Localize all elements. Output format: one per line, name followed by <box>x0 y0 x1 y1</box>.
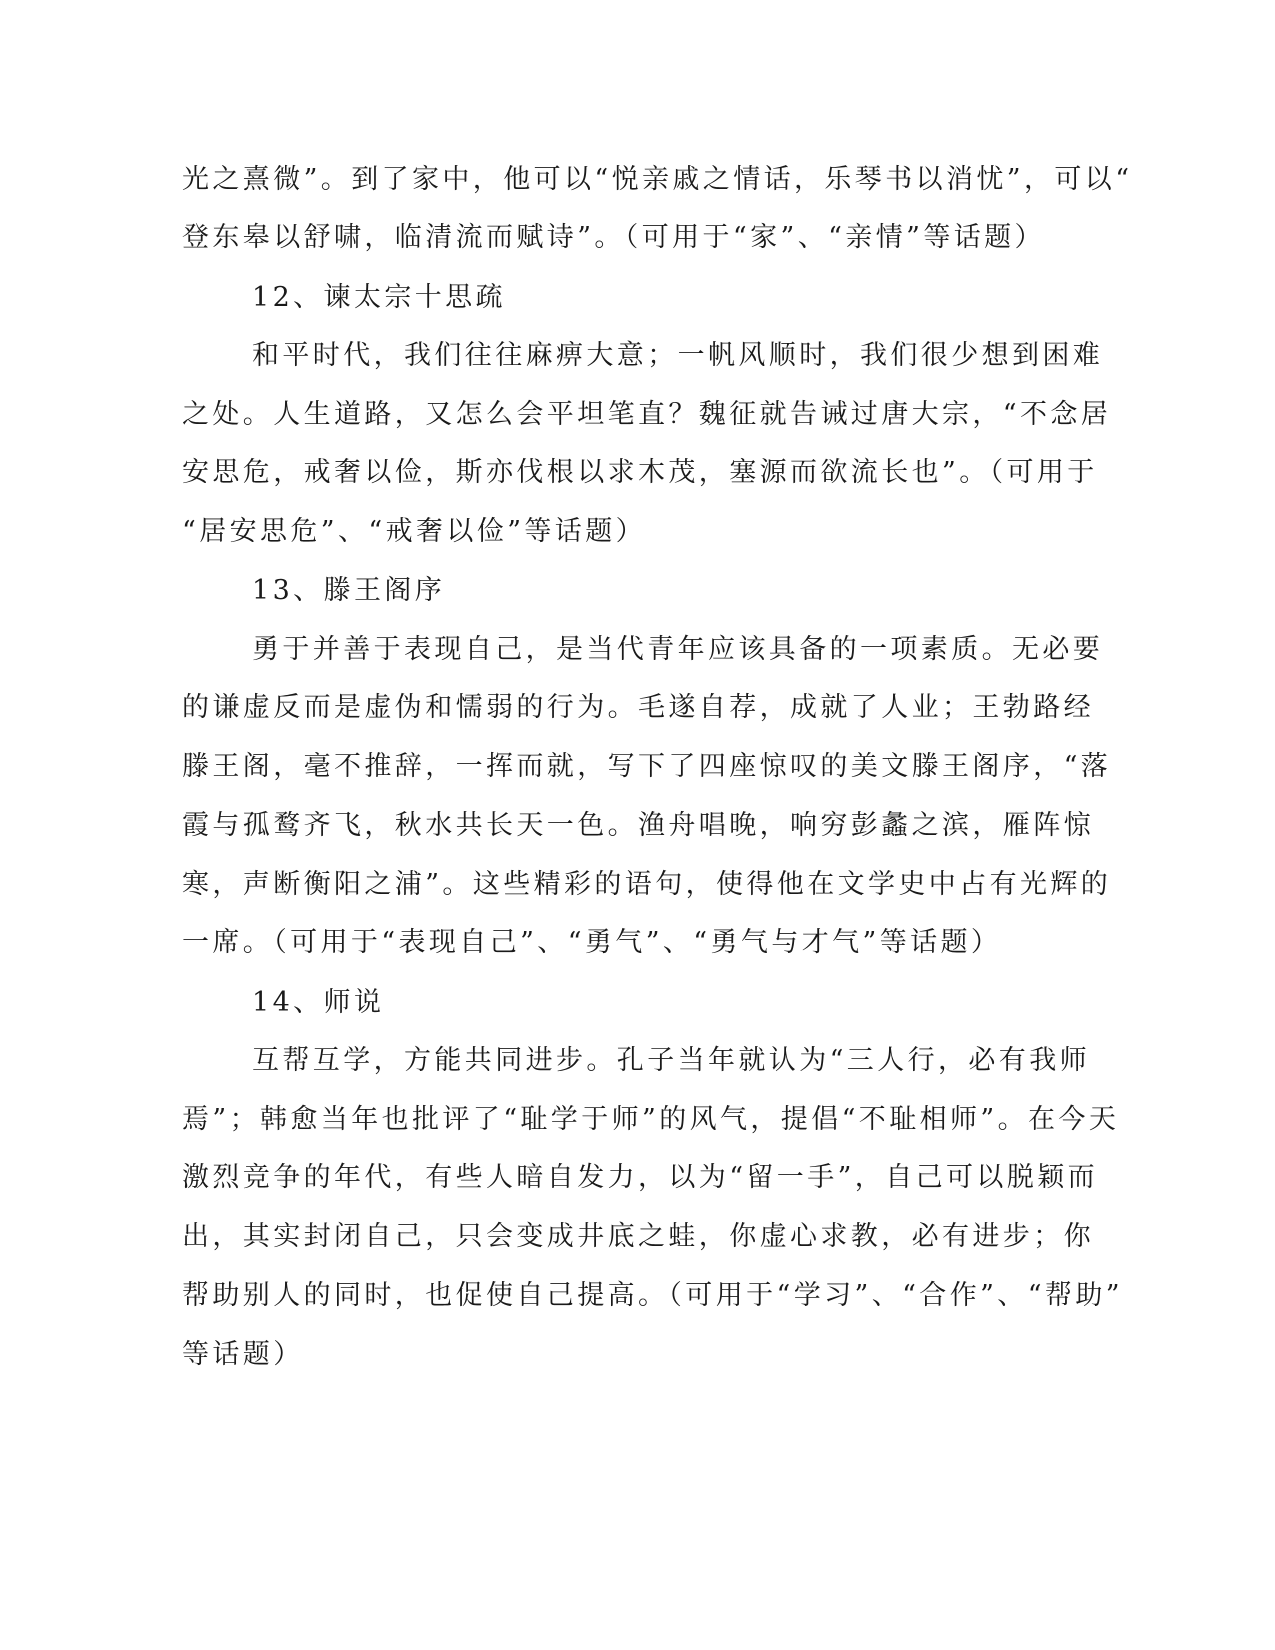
paragraph-line: 登东皋以舒啸，临清流而赋诗”。（可用于“家”、“亲情”等话题） <box>182 222 1045 253</box>
paragraph-line: 滕王阁，毫不推辞，一挥而就，写下了四座惊叹的美文滕王阁序，“落 <box>182 751 1112 782</box>
paragraph-line: 霞与孤鹜齐飞，秋水共长天一色。渔舟唱晚，响穷彭蠡之滨，雁阵惊 <box>182 810 1094 841</box>
section-heading: 12、谏太宗十思疏 <box>252 282 506 313</box>
paragraph-line: 激烈竞争的年代，有些人暗自发力，以为“留一手”，自己可以脱颖而 <box>182 1162 1099 1193</box>
paragraph-line: 帮助别人的同时，也促使自己提高。（可用于“学习”、“合作”、“帮助” <box>182 1280 1123 1311</box>
paragraph-line: 勇于并善于表现自己，是当代青年应该具备的一项素质。无必要 <box>252 634 1104 665</box>
paragraph-line: 之处。人生道路，又怎么会平坦笔直？魏征就告诫过唐大宗，“不念居 <box>182 399 1112 430</box>
section-heading: 14、师说 <box>252 987 385 1018</box>
paragraph-line: 焉”；韩愈当年也批评了“耻学于师”的风气，提倡“不耻相师”。在今天 <box>182 1104 1120 1135</box>
paragraph-line: 安思危，戒奢以俭，斯亦伐根以求木茂，塞源而欲流长也”。（可用于 <box>182 457 1098 488</box>
paragraph-line: 等话题） <box>182 1339 304 1370</box>
paragraph-line: 一席。（可用于“表现自己”、“勇气”、“勇气与才气”等话题） <box>182 927 1002 958</box>
paragraph-line: 光之熹微”。到了家中，他可以“悦亲戚之情话，乐琴书以消忧”，可以“ <box>182 164 1133 195</box>
paragraph-line: 出，其实封闭自己，只会变成井底之蛙，你虚心求教，必有进步；你 <box>182 1221 1094 1252</box>
section-heading: 13、滕王阁序 <box>252 575 446 606</box>
paragraph-line: 的谦虚反而是虚伪和懦弱的行为。毛遂自荐，成就了人业；王勃路经 <box>182 692 1094 723</box>
paragraph-line: 和平时代，我们往往麻痹大意；一帆风顺时，我们很少想到困难 <box>252 340 1104 371</box>
paragraph-line: 寒，声断衡阳之浦”。这些精彩的语句，使得他在文学史中占有光辉的 <box>182 869 1112 900</box>
paragraph-line: “居安思危”、“戒奢以俭”等话题） <box>182 516 647 547</box>
paragraph-line: 互帮互学，方能共同进步。孔子当年就认为“三人行，必有我师 <box>252 1045 1091 1076</box>
